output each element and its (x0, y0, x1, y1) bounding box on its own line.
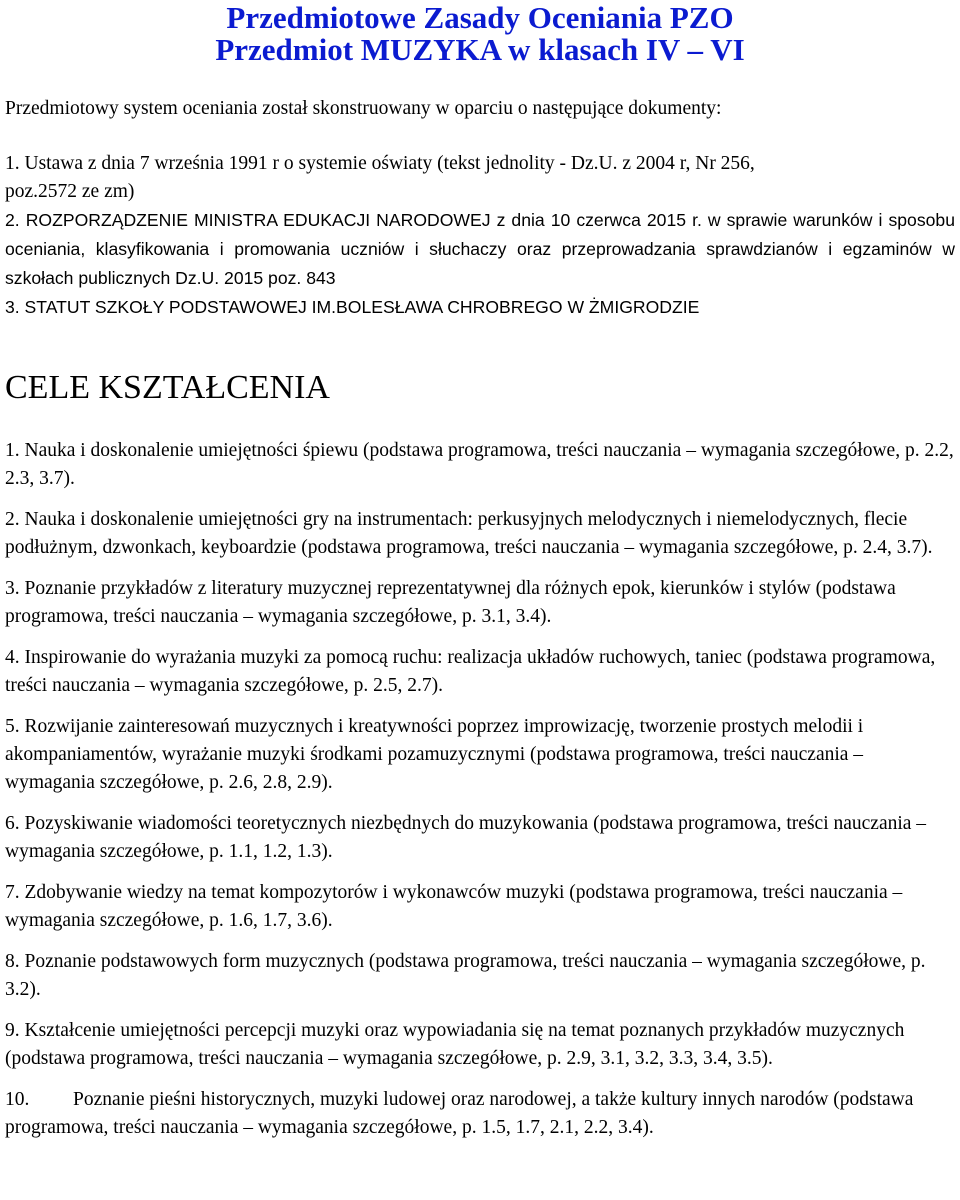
goal-number: 6. (5, 813, 20, 834)
goal-text: Poznanie przykładów z literatury muzycznej reprezentatywnej dla różnych epok, kierunków i stylów (podstawa programowa, treści nauczania – wymagania szczegółowe, p. 3.1, 3.4). (5, 578, 896, 627)
goal-number: 3. (5, 578, 20, 599)
goal-number: 2. (5, 509, 20, 530)
goals-list (5, 437, 955, 1155)
goal-item (5, 879, 955, 935)
document-item-2: 2. ROZPORZĄDZENIE MINISTRA EDUKACJI NARODOWEJ z dnia 10 czerwca 2015 r. w sprawie warunków i sposobu oceniania, klasyfikowania i promowania uczniów i słuchaczy oraz przeprowadzania sprawdzianów i egzaminów w szkołach publicznych Dz.U. 2015 poz. 843 (5, 210, 955, 288)
goal-text: Rozwijanie zainteresowań muzycznych i kreatywności poprzez improwizację, tworzenie prostych melodii i akompaniamentów, wyrażanie muzyki środkami pozamuzycznymi (podstawa programowa, treści nauczania – wymagania szczegółowe, p. 2.6, 2.8, 2.9). (5, 716, 864, 793)
goal-text: Poznanie pieśni historycznych, muzyki ludowej oraz narodowej, a także kultury innych narodów (podstawa programowa, treści nauczania – wymagania szczegółowe, p. 1.5, 1.7, 2.1, 2.2, 3.4). (5, 1089, 914, 1138)
document-item-1-line-1: 1. Ustawa z dnia 7 września 1991 r o systemie oświaty (tekst jednolity - Dz.U. z 2004 r, Nr 256, (5, 153, 755, 174)
goal-item (5, 713, 955, 797)
document-item-1-line-2: poz.2572 ze zm) (5, 181, 135, 202)
document-item-3: 3. STATUT SZKOŁY PODSTAWOWEJ IM.BOLESŁAWA CHROBREGO W ŻMIGRODZIE (5, 297, 700, 317)
goal-number: 10. (5, 1089, 30, 1110)
page-title: Przedmiotowe Zasady Oceniania PZO (226, 0, 734, 35)
documents-list (5, 150, 955, 322)
goal-text: Nauka i doskonalenie umiejętności gry na instrumentach: perkusyjnych melodycznych i niemelodycznych, flecie podłużnym, dzwonkach, keyboardzie (podstawa programowa, treści nauczania – wymagania szczegółowe, p. 2.4, 3.7). (5, 509, 933, 558)
goal-text: Pozyskiwanie wiadomości teoretycznych niezbędnych do muzykowania (podstawa programowa, treści nauczania – wymagania szczegółowe, p. 1.1, 1.2, 1.3). (5, 813, 927, 862)
goal-item (5, 575, 955, 631)
section-heading: CELE KSZTAŁCENIA (5, 369, 330, 406)
goal-item (5, 506, 955, 562)
goal-text: Zdobywanie wiedzy na temat kompozytorów i wykonawców muzyki (podstawa programowa, treści nauczania – wymagania szczegółowe, p. 1.6, 1.7, 3.6). (5, 882, 903, 931)
goal-number: 1. (5, 440, 20, 461)
goal-item (5, 1017, 955, 1073)
goal-text: Poznanie podstawowych form muzycznych (podstawa programowa, treści nauczania – wymagania szczegółowe, p. 3.2). (5, 951, 926, 1000)
goal-item (5, 437, 955, 493)
goal-text: Inspirowanie do wyrażania muzyki za pomocą ruchu: realizacja układów ruchowych, taniec (podstawa programowa, treści nauczania – wymagania szczegółowe, p. 2.5, 2.7). (5, 647, 936, 696)
goal-number: 8. (5, 951, 20, 972)
goal-item (5, 948, 955, 1004)
page-subtitle: Przedmiot MUZYKA w klasach IV – VI (215, 32, 745, 67)
goal-text: Kształcenie umiejętności percepcji muzyki oraz wypowiadania się na temat poznanych przykładów muzycznych (podstawa programowa, treści nauczania – wymagania szczegółowe, p. 2.9, 3.1, 3.2, 3.3, 3.4, 3.5). (5, 1020, 905, 1069)
goal-item (5, 644, 955, 700)
goal-number: 5. (5, 716, 20, 737)
goal-text: Nauka i doskonalenie umiejętności śpiewu (podstawa programowa, treści nauczania – wymagania szczegółowe, p. 2.2, 2.3, 3.7). (5, 440, 954, 489)
intro-paragraph: Przedmiotowy system oceniania został skonstruowany w oparciu o następujące dokumenty: (5, 98, 722, 119)
goal-number: 4. (5, 647, 20, 668)
goal-item (5, 810, 955, 866)
goal-number: 7. (5, 882, 20, 903)
goal-item (5, 1086, 955, 1142)
goal-number: 9. (5, 1020, 20, 1041)
